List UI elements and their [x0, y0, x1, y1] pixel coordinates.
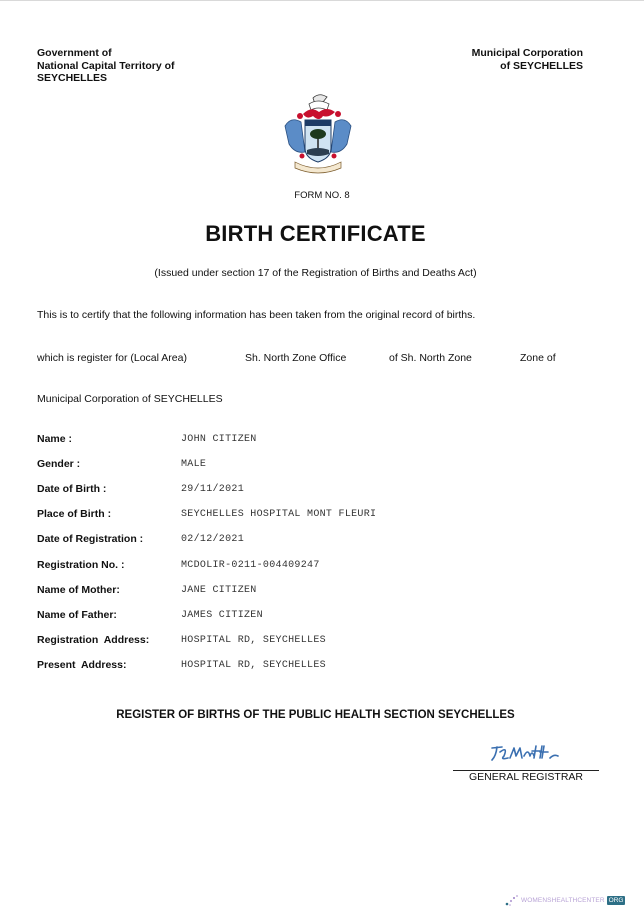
watermark-badge: ORG: [608, 896, 624, 904]
certificate-subtitle: (Issued under section 17 of the Registration of Births and Deaths Act): [154, 267, 477, 279]
field-label: Name of Father:: [37, 609, 117, 621]
field-label: Registration No. :: [37, 559, 125, 571]
register-area-suffix: Zone of: [520, 352, 556, 364]
register-title: REGISTER OF BIRTHS OF THE PUBLIC HEALTH SECTION SEYCHELLES: [116, 709, 515, 721]
field-label: Gender :: [37, 458, 81, 470]
field-value: JANE CITIZEN: [181, 585, 257, 596]
municipal-header: [472, 47, 583, 72]
field-label: Place of Birth :: [37, 508, 112, 520]
register-area-prefix: which is register for (Local Area): [37, 352, 187, 364]
field-value: HOSPITAL RD, SEYCHELLES: [181, 660, 326, 671]
corporation-line: Municipal Corporation of SEYCHELLES: [37, 393, 223, 405]
field-value: HOSPITAL RD, SEYCHELLES: [181, 635, 326, 646]
field-value: 02/12/2021: [181, 534, 245, 545]
field-label: Name of Mother:: [37, 584, 120, 596]
register-area-office: Sh. North Zone Office: [245, 352, 347, 364]
government-header-line-3: SEYCHELLES: [37, 72, 108, 84]
watermark-text: WOMENSHEALTHCENTER: [521, 896, 605, 904]
form-number: FORM NO. 8: [294, 190, 350, 201]
field-value: MCDOLIR-0211-004409247: [181, 560, 320, 571]
government-header: [37, 47, 175, 85]
watermark: [505, 893, 625, 907]
field-label: Date of Registration :: [37, 533, 144, 545]
signature-icon: [488, 742, 568, 766]
government-header-line-2: National Capital Territory of: [37, 59, 175, 72]
field-label: Name :: [37, 433, 73, 445]
field-value: SEYCHELLES HOSPITAL MONT FLEURI: [181, 509, 377, 520]
register-area-zone: of Sh. North Zone: [389, 352, 472, 364]
government-header-line-1: Government of: [37, 47, 112, 59]
field-label: Date of Birth :: [37, 483, 107, 495]
field-value: JOHN CITIZEN: [181, 434, 257, 445]
certify-statement: This is to certify that the following information has been taken from the original record of births.: [37, 309, 476, 321]
field-value: 29/11/2021: [181, 484, 245, 495]
watermark-dots-icon: [505, 894, 519, 906]
seychelles-coat-of-arms-icon: [283, 92, 353, 182]
signatory-title: GENERAL REGISTRAR: [469, 771, 583, 783]
municipal-header-line-1: Municipal Corporation: [471, 47, 583, 59]
municipal-header-line-2: of SEYCHELLES: [500, 59, 583, 72]
certificate-title: BIRTH CERTIFICATE: [205, 221, 426, 246]
field-value: MALE: [181, 459, 207, 470]
page-top-border: [0, 0, 644, 1]
field-value: JAMES CITIZEN: [181, 610, 263, 621]
field-label: Registration Address:: [37, 634, 150, 646]
field-label: Present Address:: [37, 659, 127, 671]
